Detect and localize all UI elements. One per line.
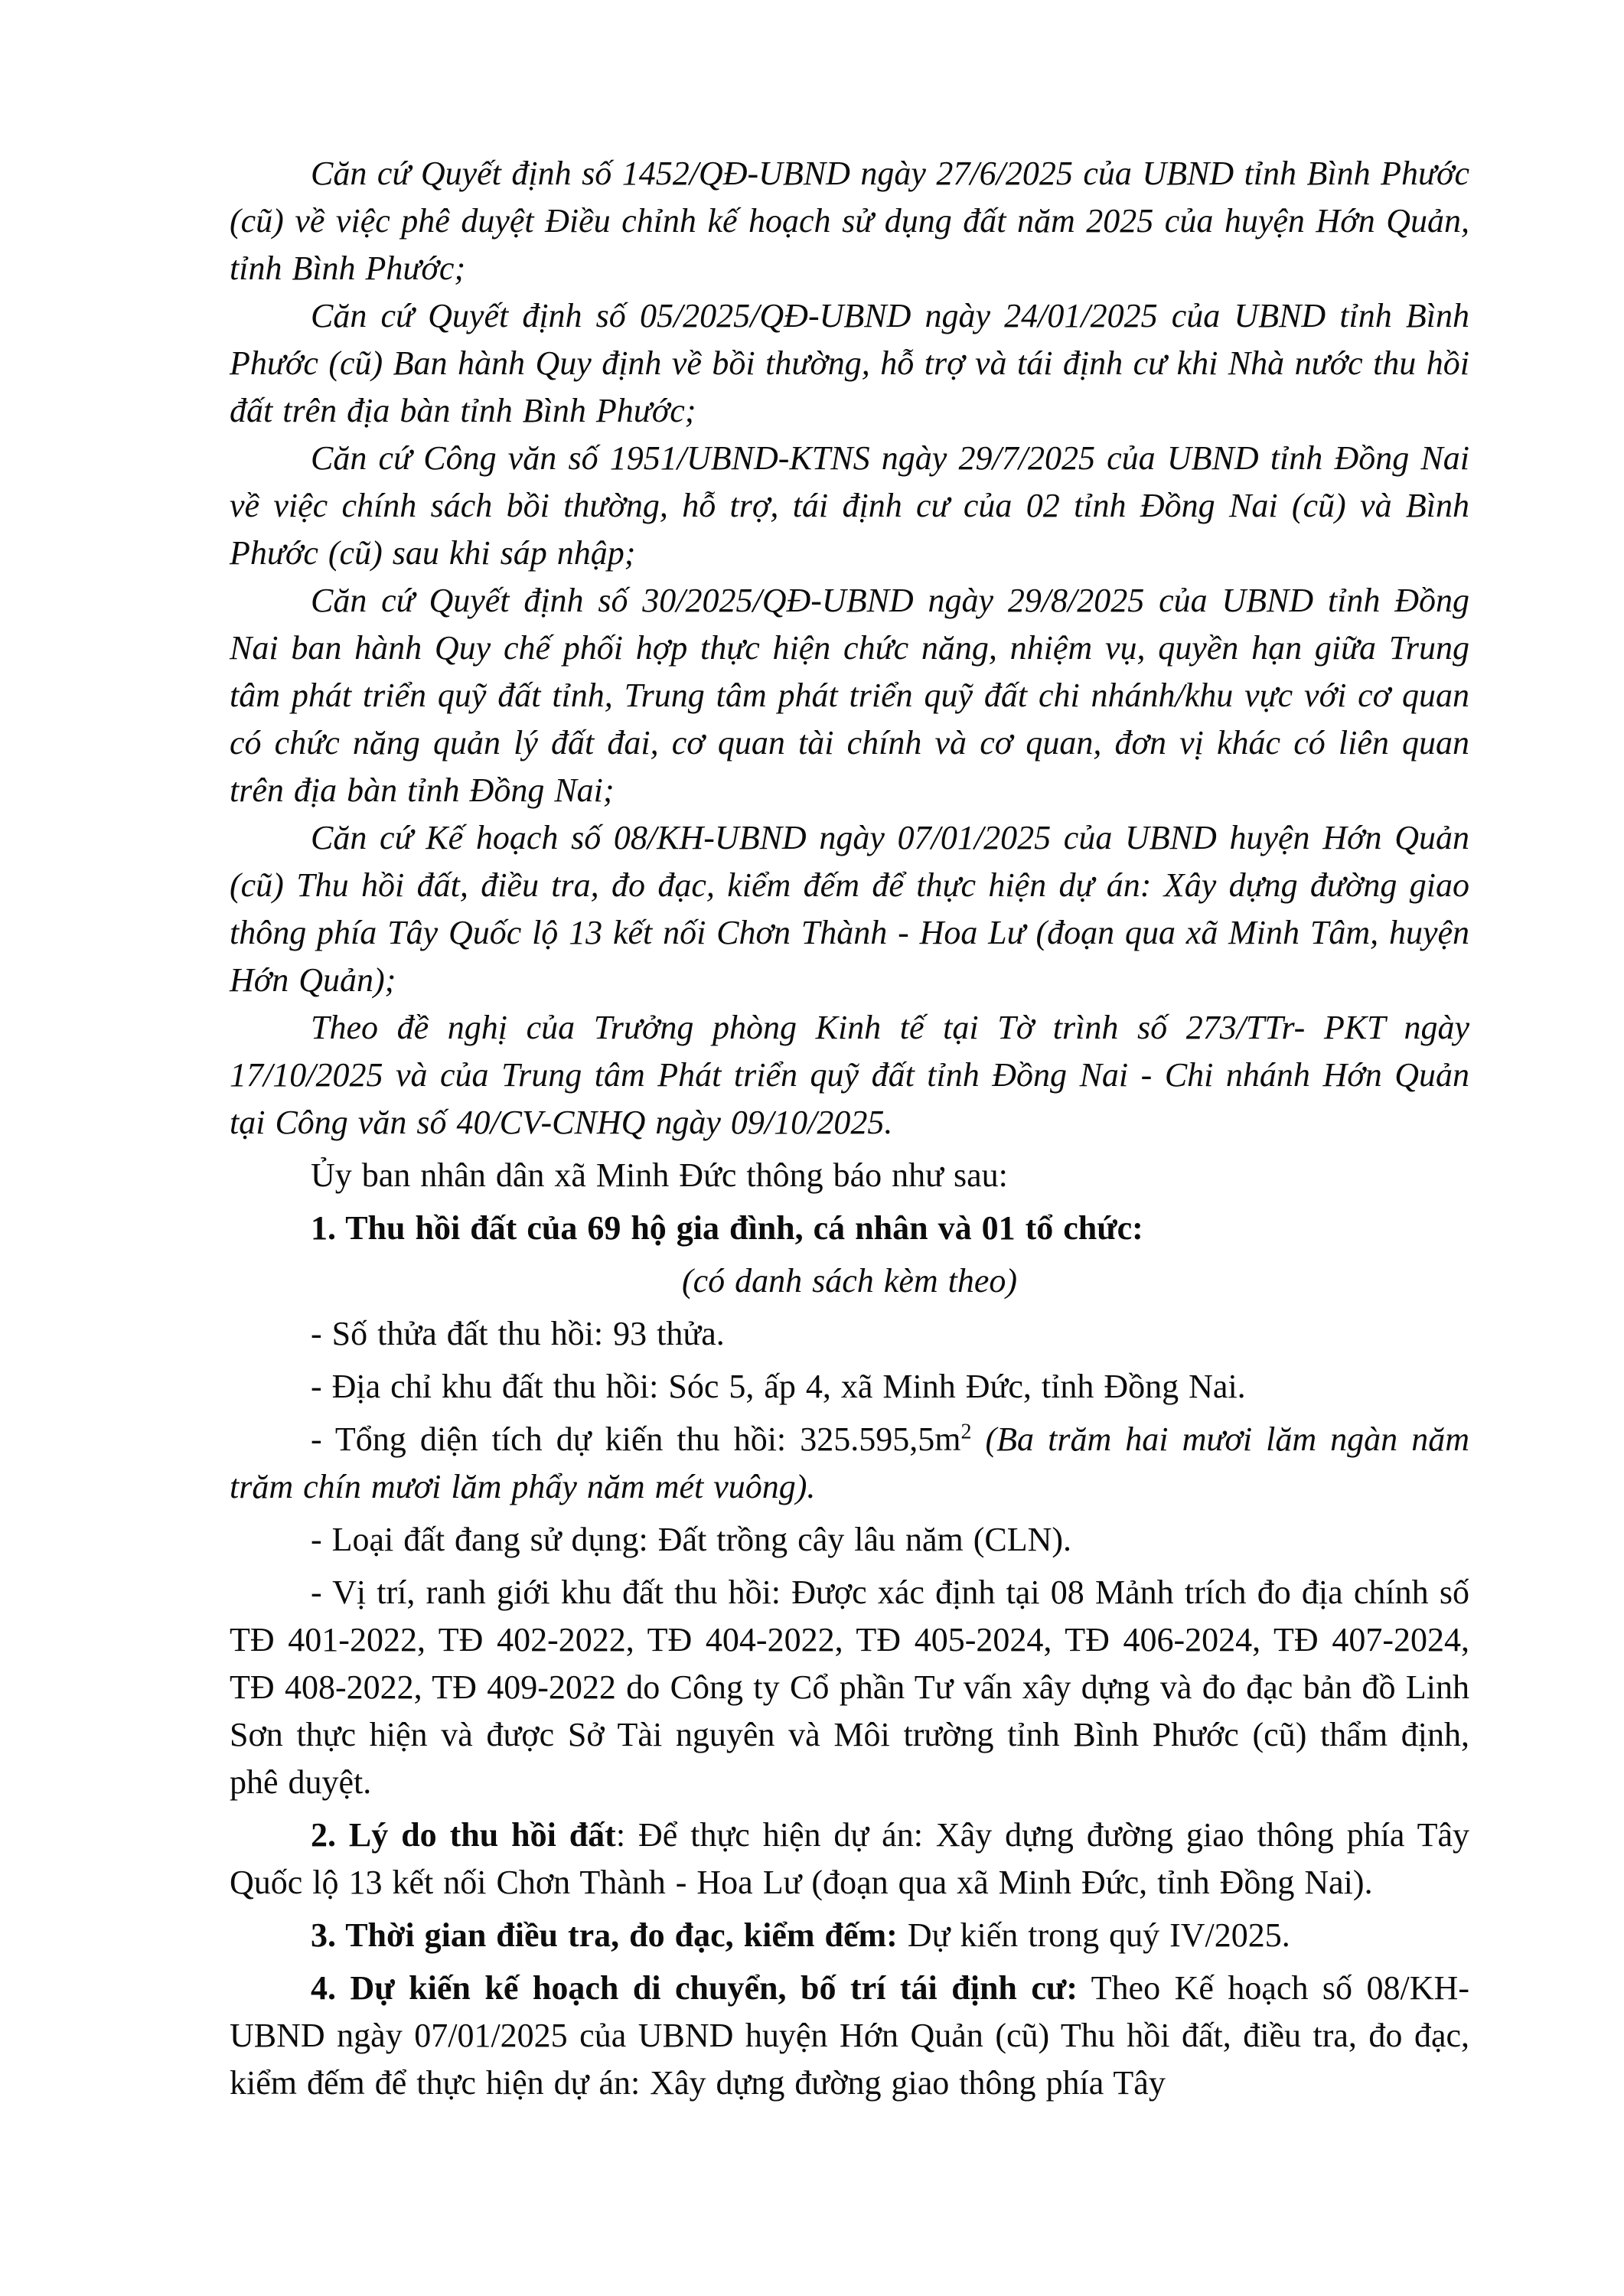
preamble-paragraph-5 xyxy=(230,814,1469,1004)
announcement-intro xyxy=(230,1152,1469,1199)
section-2 xyxy=(230,1812,1469,1906)
text-run: - Tổng diện tích dự kiến thu hồi: 325.595,5m xyxy=(311,1420,961,1458)
text-run: Căn cứ Quyết định số 1452/QĐ-UBND ngày 27/6/2025 của UBND tỉnh Bình Phước (cũ) về việc phê duyệt Điều chỉnh kế hoạch sử dụng đất năm 2025 của huyện Hớn Quản, tỉnh Bình Phước; xyxy=(230,155,1469,287)
section-1-heading xyxy=(230,1205,1469,1252)
text-run: Theo Kế hoạch số 08/KH-UBND ngày 07/01/2025 của UBND huyện Hớn Quản (cũ) Thu hồi đất, điều tra, đo đạc, kiểm đếm để thực hiện dự án: Xây dựng đường giao thông phía Tây xyxy=(230,1969,1469,2102)
text-run: Căn cứ Quyết định số 05/2025/QĐ-UBND ngày 24/01/2025 của UBND tỉnh Bình Phước (cũ) Ban hành Quy định về bồi thường, hỗ trợ và tái định cư khi Nhà nước thu hồi đất trên địa bàn tỉnh Bình Phước; xyxy=(230,297,1469,429)
preamble-paragraph-6 xyxy=(230,1004,1469,1146)
text-run: 3. Thời gian điều tra, đo đạc, kiểm đếm: xyxy=(311,1916,898,1954)
text-run: (Ba trăm hai mươi lăm ngàn năm trăm chín mươi lăm phẩy năm mét vuông). xyxy=(230,1420,1470,1505)
text-run: Căn cứ Công văn số 1951/UBND-KTNS ngày 29/7/2025 của UBND tỉnh Đồng Nai về việc chính sách bồi thường, hỗ trợ, tái định cư của 02 tỉnh Đồng Nai (cũ) và Bình Phước (cũ) sau khi sáp nhập; xyxy=(230,439,1469,572)
section-3 xyxy=(230,1912,1469,1959)
preamble-paragraph-3 xyxy=(230,435,1469,577)
text-run: - Số thửa đất thu hồi: 93 thửa. xyxy=(311,1315,725,1352)
text-run: Theo đề nghị của Trưởng phòng Kinh tế tại Tờ trình số 273/TTr- PKT ngày 17/10/2025 và của Trung tâm Phát triển quỹ đất tỉnh Đồng Nai - Chi nhánh Hớn Quản tại Công văn số 40/CV-CNHQ ngày 09/10/2025. xyxy=(230,1009,1469,1141)
item-land-type xyxy=(230,1516,1469,1564)
text-run: - Loại đất đang sử dụng: Đất trồng cây lâu năm (CLN). xyxy=(311,1521,1072,1558)
preamble-paragraph-4 xyxy=(230,577,1469,814)
text-run: Ủy ban nhân dân xã Minh Đức thông báo như sau: xyxy=(311,1156,1008,1194)
text-run: 4. Dự kiến kế hoạch di chuyển, bố trí tái định cư: xyxy=(311,1969,1078,2007)
text-run: Căn cứ Kế hoạch số 08/KH-UBND ngày 07/01/2025 của UBND huyện Hớn Quản (cũ) Thu hồi đất, điều tra, đo đạc, kiểm đếm để thực hiện dự án: Xây dựng đường giao thông phía Tây Quốc lộ 13 kết nối Chơn Thành - Hoa Lư (đoạn qua xã Minh Tâm, huyện Hớn Quản); xyxy=(230,819,1469,999)
item-address xyxy=(230,1363,1469,1411)
attached-list-note xyxy=(230,1257,1469,1305)
text-run: Căn cứ Quyết định số 30/2025/QĐ-UBND ngày 29/8/2025 của UBND tỉnh Đồng Nai ban hành Quy chế phối hợp thực hiện chức năng, nhiệm vụ, quyền hạn giữa Trung tâm phát triển quỹ đất tỉnh, Trung tâm phát triển quỹ đất chi nhánh/khu vực với cơ quan có chức năng quản lý đất đai, cơ quan tài chính và cơ quan, đơn vị khác có liên quan trên địa bàn tỉnh Đồng Nai; xyxy=(230,582,1469,809)
document-content xyxy=(230,150,1469,2107)
superscript-text-run: 2 xyxy=(960,1420,972,1444)
preamble-paragraph-1 xyxy=(230,150,1469,292)
item-parcel-count xyxy=(230,1310,1469,1358)
text-run: - Địa chỉ khu đất thu hồi: Sóc 5, ấp 4, xã Minh Đức, tỉnh Đồng Nai. xyxy=(311,1368,1246,1405)
text-run: (có danh sách kèm theo) xyxy=(681,1262,1018,1300)
preamble-paragraph-2 xyxy=(230,292,1469,435)
item-boundary xyxy=(230,1569,1469,1806)
text-run: - Vị trí, ranh giới khu đất thu hồi: Được xác định tại 08 Mảnh trích đo địa chính số TĐ 401-2022, TĐ 402-2022, TĐ 404-2022, TĐ 405-2024, TĐ 406-2024, TĐ 407-2024, TĐ 408-2022, TĐ 409-2022 do Công ty Cổ phần Tư vấn xây dựng và đo đạc bản đồ Linh Sơn thực hiện và được Sở Tài nguyên và Môi trường tỉnh Bình Phước (cũ) thẩm định, phê duyệt. xyxy=(230,1574,1469,1801)
text-run: : Để thực hiện dự án: Xây dựng đường giao thông phía Tây Quốc lộ 13 kết nối Chơn Thành - Hoa Lư (đoạn qua xã Minh Đức, tỉnh Đồng Nai). xyxy=(230,1816,1469,1901)
text-run: Dự kiến trong quý IV/2025. xyxy=(897,1916,1290,1954)
item-total-area xyxy=(230,1416,1469,1511)
section-4 xyxy=(230,1965,1469,2107)
text-run: 1. Thu hồi đất của 69 hộ gia đình, cá nhân và 01 tổ chức: xyxy=(311,1209,1143,1247)
text-run: 2. Lý do thu hồi đất xyxy=(311,1816,616,1854)
